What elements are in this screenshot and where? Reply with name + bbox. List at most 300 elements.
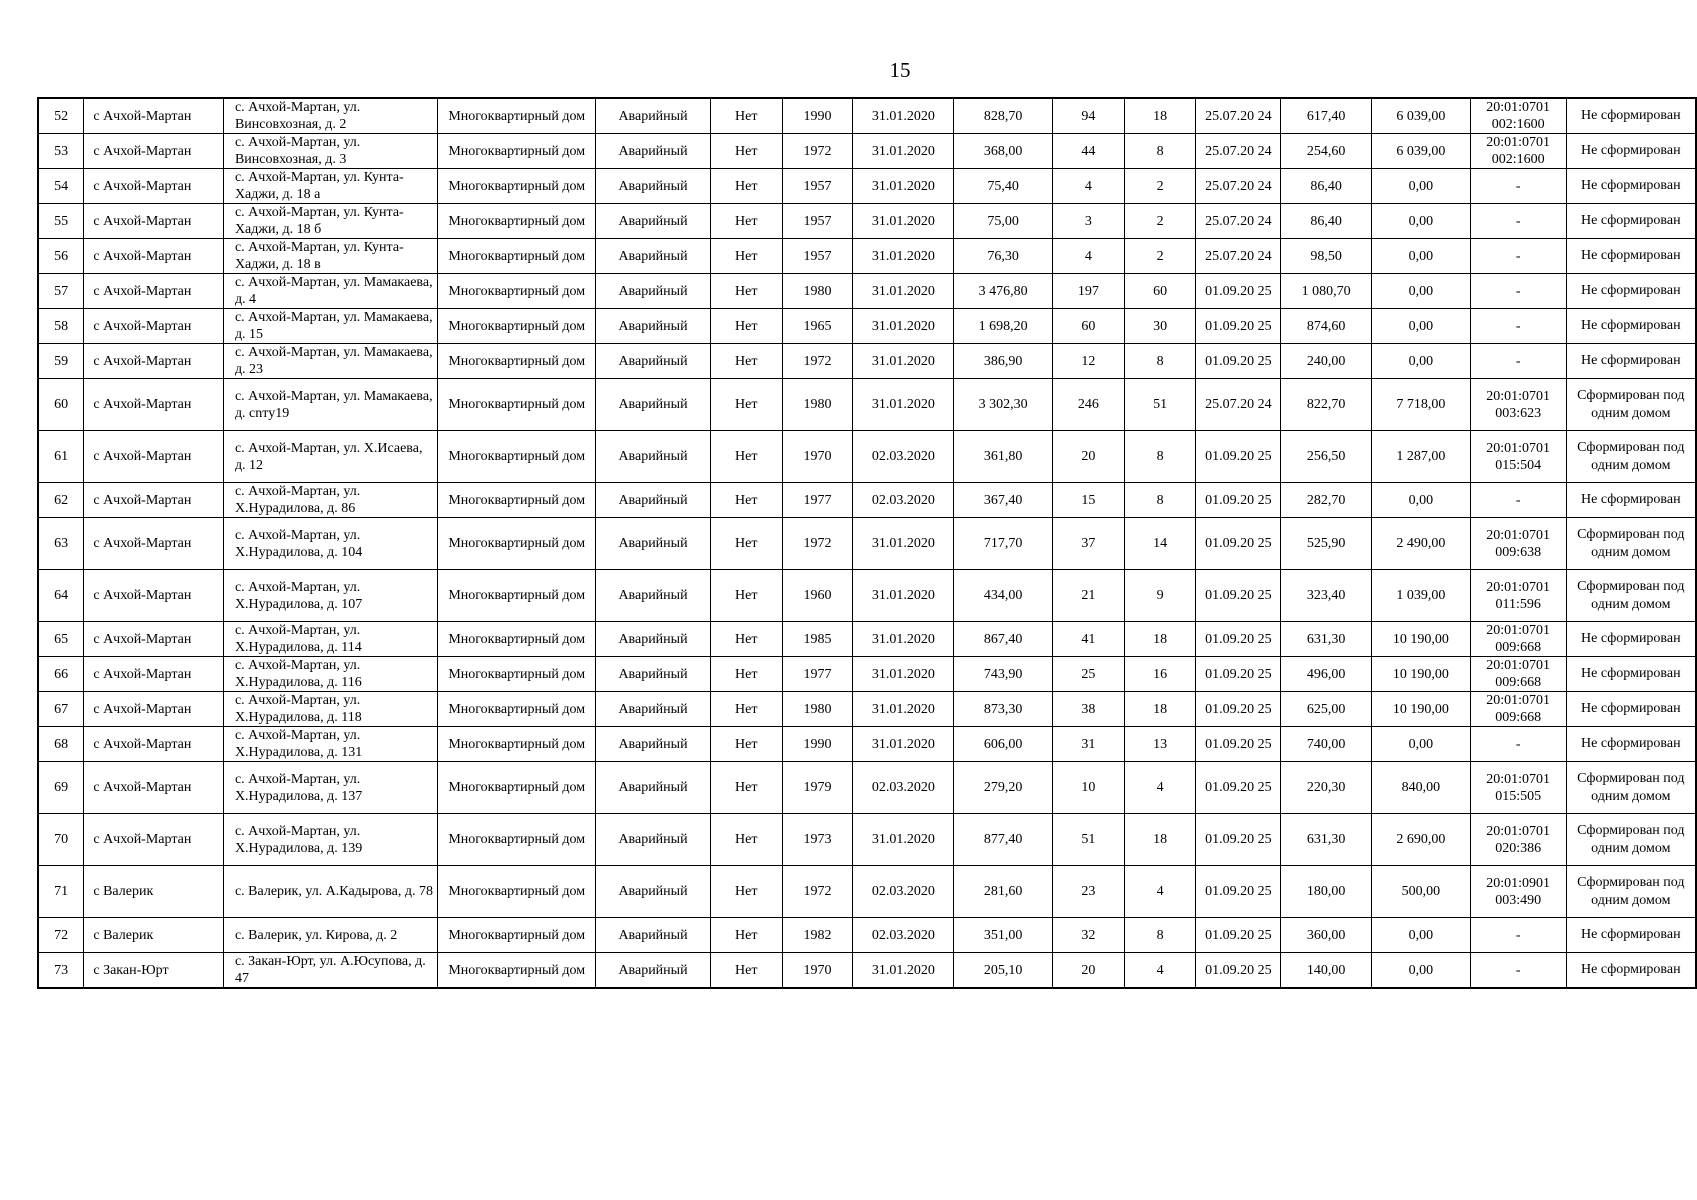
flag-cell: Нет [710,204,782,239]
land-area-cell: 0,00 [1372,918,1471,953]
units-cell: 4 [1124,762,1196,814]
land-status-cell: Не сформирован [1566,727,1696,762]
land-area-cell: 0,00 [1372,344,1471,379]
area-cell: 279,20 [954,762,1053,814]
resettled-area-cell: 86,40 [1281,204,1372,239]
row-number-cell: 69 [38,762,84,814]
deadline-cell: 25.07.20 24 [1196,204,1281,239]
flag-cell: Нет [710,309,782,344]
year-built-cell: 1972 [782,134,853,169]
condition-cell: Аварийный [596,762,711,814]
resettled-area-cell: 256,50 [1281,431,1372,483]
cadastral-number-cell: - [1470,918,1566,953]
settlement-cell: с Ачхой-Мартан [84,134,224,169]
land-area-cell: 1 287,00 [1372,431,1471,483]
condition-cell: Аварийный [596,622,711,657]
flag-cell: Нет [710,134,782,169]
resettled-area-cell: 180,00 [1281,866,1372,918]
table-row [38,727,1696,762]
row-number-cell: 57 [38,274,84,309]
units-cell: 14 [1124,518,1196,570]
flag-cell: Нет [710,274,782,309]
building-type-cell: Многоквартирный дом [438,814,596,866]
units-cell: 4 [1124,866,1196,918]
building-type-cell: Многоквартирный дом [438,518,596,570]
flag-cell: Нет [710,518,782,570]
settlement-cell: с Ачхой-Мартан [84,344,224,379]
page-number: 15 [889,58,911,82]
building-type-cell: Многоквартирный дом [438,274,596,309]
building-type-cell: Многоквартирный дом [438,204,596,239]
condition-cell: Аварийный [596,98,711,134]
cadastral-number-cell: 20:01:0701 011:596 [1470,570,1566,622]
address-cell: с. Ачхой-Мартан, ул. Х.Исаева, д. 12 [223,431,437,483]
condition-cell: Аварийный [596,657,711,692]
building-type-cell: Многоквартирный дом [438,134,596,169]
units-cell: 8 [1124,431,1196,483]
resettled-area-cell: 822,70 [1281,379,1372,431]
row-number-cell: 67 [38,692,84,727]
building-type-cell: Многоквартирный дом [438,918,596,953]
land-status-cell: Не сформирован [1566,274,1696,309]
cadastral-number-cell: 20:01:0701 020:386 [1470,814,1566,866]
deadline-cell: 01.09.20 25 [1196,953,1281,989]
settlement-cell: с Ачхой-Мартан [84,518,224,570]
residents-cell: 23 [1052,866,1124,918]
row-number-cell: 72 [38,918,84,953]
cadastral-number-cell: 20:01:0701 002:1600 [1470,98,1566,134]
resettled-area-cell: 617,40 [1281,98,1372,134]
recognition-date-cell: 02.03.2020 [853,762,954,814]
table-row [38,814,1696,866]
flag-cell: Нет [710,169,782,204]
flag-cell: Нет [710,622,782,657]
residents-cell: 37 [1052,518,1124,570]
recognition-date-cell: 02.03.2020 [853,483,954,518]
recognition-date-cell: 31.01.2020 [853,98,954,134]
deadline-cell: 01.09.20 25 [1196,483,1281,518]
resettled-area-cell: 323,40 [1281,570,1372,622]
year-built-cell: 1982 [782,918,853,953]
recognition-date-cell: 31.01.2020 [853,309,954,344]
condition-cell: Аварийный [596,866,711,918]
cadastral-number-cell: 20:01:0701 009:668 [1470,692,1566,727]
residents-cell: 15 [1052,483,1124,518]
recognition-date-cell: 31.01.2020 [853,727,954,762]
recognition-date-cell: 31.01.2020 [853,622,954,657]
cadastral-number-cell: - [1470,204,1566,239]
row-number-cell: 68 [38,727,84,762]
resettled-area-cell: 360,00 [1281,918,1372,953]
land-status-cell: Не сформирован [1566,953,1696,989]
table-row [38,379,1696,431]
deadline-cell: 01.09.20 25 [1196,866,1281,918]
land-area-cell: 7 718,00 [1372,379,1471,431]
flag-cell: Нет [710,762,782,814]
cadastral-number-cell: 20:01:0701 009:668 [1470,657,1566,692]
land-area-cell: 0,00 [1372,274,1471,309]
row-number-cell: 54 [38,169,84,204]
row-number-cell: 59 [38,344,84,379]
flag-cell: Нет [710,239,782,274]
cadastral-number-cell: 20:01:0901 003:490 [1470,866,1566,918]
year-built-cell: 1980 [782,692,853,727]
condition-cell: Аварийный [596,692,711,727]
condition-cell: Аварийный [596,518,711,570]
flag-cell: Нет [710,98,782,134]
year-built-cell: 1977 [782,483,853,518]
settlement-cell: с Закан-Юрт [84,953,224,989]
land-status-cell: Не сформирован [1566,918,1696,953]
address-cell: с. Ачхой-Мартан, ул. Винсовхозная, д. 3 [223,134,437,169]
condition-cell: Аварийный [596,309,711,344]
condition-cell: Аварийный [596,169,711,204]
units-cell: 9 [1124,570,1196,622]
land-status-cell: Сформирован под одним домом [1566,431,1696,483]
units-cell: 60 [1124,274,1196,309]
recognition-date-cell: 31.01.2020 [853,953,954,989]
recognition-date-cell: 31.01.2020 [853,344,954,379]
settlement-cell: с Ачхой-Мартан [84,657,224,692]
recognition-date-cell: 31.01.2020 [853,239,954,274]
settlement-cell: с Ачхой-Мартан [84,431,224,483]
building-type-cell: Многоквартирный дом [438,657,596,692]
deadline-cell: 25.07.20 24 [1196,134,1281,169]
recognition-date-cell: 31.01.2020 [853,169,954,204]
row-number-cell: 56 [38,239,84,274]
land-status-cell: Сформирован под одним домом [1566,518,1696,570]
flag-cell: Нет [710,483,782,518]
cadastral-number-cell: - [1470,344,1566,379]
year-built-cell: 1957 [782,204,853,239]
building-type-cell: Многоквартирный дом [438,483,596,518]
residents-cell: 10 [1052,762,1124,814]
row-number-cell: 70 [38,814,84,866]
residents-cell: 21 [1052,570,1124,622]
units-cell: 18 [1124,98,1196,134]
year-built-cell: 1972 [782,518,853,570]
land-status-cell: Не сформирован [1566,98,1696,134]
area-cell: 75,00 [954,204,1053,239]
condition-cell: Аварийный [596,570,711,622]
address-cell: с. Ачхой-Мартан, ул. Х.Нурадилова, д. 137 [223,762,437,814]
land-status-cell: Не сформирован [1566,483,1696,518]
address-cell: с. Ачхой-Мартан, ул. Винсовхозная, д. 2 [223,98,437,134]
row-number-cell: 58 [38,309,84,344]
residents-cell: 246 [1052,379,1124,431]
cadastral-number-cell: - [1470,309,1566,344]
cadastral-number-cell: - [1470,239,1566,274]
building-type-cell: Многоквартирный дом [438,622,596,657]
deadline-cell: 25.07.20 24 [1196,379,1281,431]
deadline-cell: 01.09.20 25 [1196,570,1281,622]
residents-cell: 20 [1052,431,1124,483]
flag-cell: Нет [710,431,782,483]
land-status-cell: Не сформирован [1566,692,1696,727]
land-status-cell: Не сформирован [1566,134,1696,169]
area-cell: 76,30 [954,239,1053,274]
residents-cell: 51 [1052,814,1124,866]
residents-cell: 31 [1052,727,1124,762]
condition-cell: Аварийный [596,379,711,431]
units-cell: 18 [1124,622,1196,657]
land-area-cell: 0,00 [1372,204,1471,239]
area-cell: 867,40 [954,622,1053,657]
flag-cell: Нет [710,657,782,692]
residents-cell: 41 [1052,622,1124,657]
area-cell: 1 698,20 [954,309,1053,344]
land-area-cell: 6 039,00 [1372,134,1471,169]
area-cell: 828,70 [954,98,1053,134]
table-row [38,344,1696,379]
condition-cell: Аварийный [596,431,711,483]
condition-cell: Аварийный [596,344,711,379]
row-number-cell: 71 [38,866,84,918]
cadastral-number-cell: 20:01:0701 003:623 [1470,379,1566,431]
resettled-area-cell: 240,00 [1281,344,1372,379]
cadastral-number-cell: 20:01:0701 015:505 [1470,762,1566,814]
cadastral-number-cell: - [1470,953,1566,989]
cadastral-number-cell: 20:01:0701 009:638 [1470,518,1566,570]
units-cell: 2 [1124,169,1196,204]
recognition-date-cell: 31.01.2020 [853,204,954,239]
land-area-cell: 0,00 [1372,309,1471,344]
row-number-cell: 52 [38,98,84,134]
units-cell: 18 [1124,814,1196,866]
address-cell: с. Ачхой-Мартан, ул. Х.Нурадилова, д. 86 [223,483,437,518]
area-cell: 873,30 [954,692,1053,727]
residents-cell: 20 [1052,953,1124,989]
settlement-cell: с Валерик [84,918,224,953]
land-status-cell: Не сформирован [1566,657,1696,692]
land-area-cell: 2 690,00 [1372,814,1471,866]
resettled-area-cell: 254,60 [1281,134,1372,169]
building-type-cell: Многоквартирный дом [438,239,596,274]
recognition-date-cell: 02.03.2020 [853,866,954,918]
address-cell: с. Ачхой-Мартан, ул. Х.Нурадилова, д. 107 [223,570,437,622]
condition-cell: Аварийный [596,239,711,274]
flag-cell: Нет [710,570,782,622]
address-cell: с. Ачхой-Мартан, ул. Мамакаева, д. 4 [223,274,437,309]
units-cell: 8 [1124,344,1196,379]
year-built-cell: 1990 [782,727,853,762]
year-built-cell: 1957 [782,169,853,204]
address-cell: с. Ачхой-Мартан, ул. Кунта-Хаджи, д. 18 в [223,239,437,274]
residents-cell: 60 [1052,309,1124,344]
settlement-cell: с Ачхой-Мартан [84,692,224,727]
land-status-cell: Не сформирован [1566,169,1696,204]
year-built-cell: 1985 [782,622,853,657]
flag-cell: Нет [710,727,782,762]
cadastral-number-cell: 20:01:0701 015:504 [1470,431,1566,483]
cadastral-number-cell: 20:01:0701 002:1600 [1470,134,1566,169]
table-row [38,518,1696,570]
deadline-cell: 01.09.20 25 [1196,344,1281,379]
table-row [38,98,1696,134]
row-number-cell: 55 [38,204,84,239]
land-area-cell: 840,00 [1372,762,1471,814]
units-cell: 4 [1124,953,1196,989]
cadastral-number-cell: - [1470,169,1566,204]
condition-cell: Аварийный [596,274,711,309]
building-type-cell: Многоквартирный дом [438,727,596,762]
building-type-cell: Многоквартирный дом [438,953,596,989]
address-cell: с. Ачхой-Мартан, ул. Кунта-Хаджи, д. 18 а [223,169,437,204]
residents-cell: 32 [1052,918,1124,953]
address-cell: с. Ачхой-Мартан, ул. Х.Нурадилова, д. 139 [223,814,437,866]
units-cell: 8 [1124,134,1196,169]
condition-cell: Аварийный [596,918,711,953]
table-row [38,918,1696,953]
settlement-cell: с Ачхой-Мартан [84,204,224,239]
address-cell: с. Валерик, ул. Кирова, д. 2 [223,918,437,953]
table-row [38,169,1696,204]
area-cell: 434,00 [954,570,1053,622]
address-cell: с. Закан-Юрт, ул. А.Юсупова, д. 47 [223,953,437,989]
land-area-cell: 10 190,00 [1372,622,1471,657]
recognition-date-cell: 31.01.2020 [853,379,954,431]
settlement-cell: с Ачхой-Мартан [84,98,224,134]
resettled-area-cell: 220,30 [1281,762,1372,814]
resettled-area-cell: 140,00 [1281,953,1372,989]
condition-cell: Аварийный [596,483,711,518]
address-cell: с. Ачхой-Мартан, ул. Х.Нурадилова, д. 116 [223,657,437,692]
area-cell: 3 476,80 [954,274,1053,309]
address-cell: с. Ачхой-Мартан, ул. Кунта-Хаджи, д. 18 б [223,204,437,239]
land-area-cell: 0,00 [1372,169,1471,204]
settlement-cell: с Ачхой-Мартан [84,379,224,431]
deadline-cell: 01.09.20 25 [1196,274,1281,309]
recognition-date-cell: 31.01.2020 [853,570,954,622]
resettled-area-cell: 740,00 [1281,727,1372,762]
resettled-area-cell: 282,70 [1281,483,1372,518]
row-number-cell: 65 [38,622,84,657]
flag-cell: Нет [710,814,782,866]
resettled-area-cell: 496,00 [1281,657,1372,692]
units-cell: 8 [1124,483,1196,518]
year-built-cell: 1973 [782,814,853,866]
recognition-date-cell: 31.01.2020 [853,814,954,866]
settlement-cell: с Ачхой-Мартан [84,762,224,814]
land-area-cell: 10 190,00 [1372,692,1471,727]
row-number-cell: 62 [38,483,84,518]
units-cell: 2 [1124,239,1196,274]
units-cell: 18 [1124,692,1196,727]
housing-registry-table [37,97,1697,989]
area-cell: 717,70 [954,518,1053,570]
recognition-date-cell: 31.01.2020 [853,692,954,727]
table-row [38,431,1696,483]
table-row [38,309,1696,344]
building-type-cell: Многоквартирный дом [438,692,596,727]
address-cell: с. Ачхой-Мартан, ул. Х.Нурадилова, д. 131 [223,727,437,762]
deadline-cell: 01.09.20 25 [1196,918,1281,953]
deadline-cell: 01.09.20 25 [1196,309,1281,344]
deadline-cell: 01.09.20 25 [1196,518,1281,570]
land-status-cell: Не сформирован [1566,344,1696,379]
area-cell: 877,40 [954,814,1053,866]
table-row [38,483,1696,518]
year-built-cell: 1980 [782,274,853,309]
area-cell: 743,90 [954,657,1053,692]
row-number-cell: 66 [38,657,84,692]
residents-cell: 3 [1052,204,1124,239]
area-cell: 205,10 [954,953,1053,989]
land-status-cell: Не сформирован [1566,204,1696,239]
table-row [38,622,1696,657]
settlement-cell: с Ачхой-Мартан [84,814,224,866]
deadline-cell: 01.09.20 25 [1196,431,1281,483]
resettled-area-cell: 874,60 [1281,309,1372,344]
resettled-area-cell: 631,30 [1281,814,1372,866]
flag-cell: Нет [710,344,782,379]
units-cell: 51 [1124,379,1196,431]
flag-cell: Нет [710,953,782,989]
area-cell: 3 302,30 [954,379,1053,431]
settlement-cell: с Ачхой-Мартан [84,274,224,309]
condition-cell: Аварийный [596,134,711,169]
building-type-cell: Многоквартирный дом [438,309,596,344]
flag-cell: Нет [710,866,782,918]
land-area-cell: 0,00 [1372,953,1471,989]
row-number-cell: 60 [38,379,84,431]
address-cell: с. Ачхой-Мартан, ул. Мамакаева, д. 23 [223,344,437,379]
condition-cell: Аварийный [596,204,711,239]
land-status-cell: Не сформирован [1566,239,1696,274]
deadline-cell: 01.09.20 25 [1196,657,1281,692]
cadastral-number-cell: - [1470,483,1566,518]
row-number-cell: 61 [38,431,84,483]
deadline-cell: 01.09.20 25 [1196,727,1281,762]
year-built-cell: 1957 [782,239,853,274]
resettled-area-cell: 86,40 [1281,169,1372,204]
land-area-cell: 6 039,00 [1372,98,1471,134]
row-number-cell: 63 [38,518,84,570]
building-type-cell: Многоквартирный дом [438,866,596,918]
settlement-cell: с Ачхой-Мартан [84,309,224,344]
condition-cell: Аварийный [596,727,711,762]
residents-cell: 4 [1052,239,1124,274]
cadastral-number-cell: - [1470,727,1566,762]
residents-cell: 38 [1052,692,1124,727]
address-cell: с. Ачхой-Мартан, ул. Мамакаева, д. 15 [223,309,437,344]
year-built-cell: 1980 [782,379,853,431]
residents-cell: 12 [1052,344,1124,379]
settlement-cell: с Ачхой-Мартан [84,483,224,518]
cadastral-number-cell: - [1470,274,1566,309]
area-cell: 606,00 [954,727,1053,762]
units-cell: 2 [1124,204,1196,239]
flag-cell: Нет [710,379,782,431]
table-row [38,204,1696,239]
recognition-date-cell: 31.01.2020 [853,274,954,309]
year-built-cell: 1990 [782,98,853,134]
land-area-cell: 0,00 [1372,727,1471,762]
address-cell: с. Ачхой-Мартан, ул. Х.Нурадилова, д. 104 [223,518,437,570]
row-number-cell: 53 [38,134,84,169]
table-row [38,570,1696,622]
residents-cell: 94 [1052,98,1124,134]
row-number-cell: 73 [38,953,84,989]
area-cell: 281,60 [954,866,1053,918]
resettled-area-cell: 625,00 [1281,692,1372,727]
row-number-cell: 64 [38,570,84,622]
building-type-cell: Многоквартирный дом [438,762,596,814]
address-cell: с. Ачхой-Мартан, ул. Х.Нурадилова, д. 118 [223,692,437,727]
units-cell: 13 [1124,727,1196,762]
table-row [38,692,1696,727]
year-built-cell: 1960 [782,570,853,622]
